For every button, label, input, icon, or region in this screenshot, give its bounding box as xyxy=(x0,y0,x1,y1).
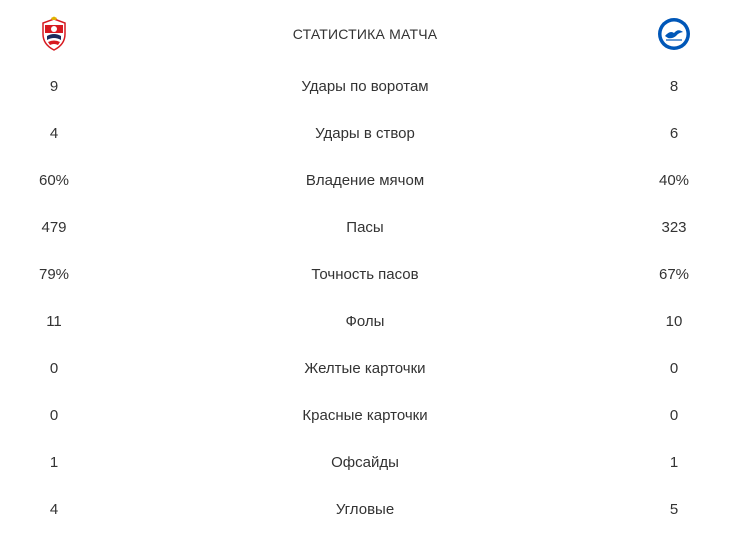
brighton-crest-icon xyxy=(656,16,692,52)
away-value: 10 xyxy=(665,313,683,330)
match-stats-header xyxy=(0,12,730,58)
stat-row-pass-accuracy xyxy=(0,251,730,298)
home-value: 0 xyxy=(49,360,59,377)
stat-label: Офсайды xyxy=(331,454,399,471)
home-value: 479 xyxy=(41,219,67,236)
stat-label: Красные карточки xyxy=(302,407,428,424)
home-value: 60% xyxy=(38,172,70,189)
stat-row-yellow-cards xyxy=(0,345,730,392)
away-value: 0 xyxy=(669,407,679,424)
stat-row-corners xyxy=(0,486,730,533)
away-value: 67% xyxy=(658,266,690,283)
stat-row-offsides xyxy=(0,439,730,486)
away-value: 5 xyxy=(669,501,679,518)
stat-label: Фолы xyxy=(345,313,385,330)
stat-label: Угловые xyxy=(335,501,395,518)
stat-label: Удары в створ xyxy=(315,125,415,142)
stat-row-fouls xyxy=(0,298,730,345)
stat-label: Владение мячом xyxy=(305,172,425,189)
stat-row-passes xyxy=(0,204,730,251)
away-value: 6 xyxy=(669,125,679,142)
away-value: 40% xyxy=(658,172,690,189)
southampton-crest-icon xyxy=(36,16,72,52)
stat-row-shots-on-target xyxy=(0,110,730,157)
home-value: 0 xyxy=(49,407,59,424)
away-value: 323 xyxy=(661,219,687,236)
stat-label: Пасы xyxy=(346,219,384,236)
home-value: 79% xyxy=(38,266,70,283)
stat-row-possession xyxy=(0,157,730,204)
stat-row-red-cards xyxy=(0,392,730,439)
stats-table xyxy=(0,63,730,533)
home-value: 1 xyxy=(49,454,59,471)
home-value: 9 xyxy=(49,78,59,95)
stat-label: Желтые карточки xyxy=(304,360,426,377)
page-title: СТАТИСТИКА МАТЧА xyxy=(292,26,438,42)
stat-label: Удары по воротам xyxy=(301,78,429,95)
away-value: 8 xyxy=(669,78,679,95)
away-value: 1 xyxy=(669,454,679,471)
home-value: 4 xyxy=(49,125,59,142)
stat-label: Точность пасов xyxy=(311,266,419,283)
home-value: 4 xyxy=(49,501,59,518)
away-value: 0 xyxy=(669,360,679,377)
home-value: 11 xyxy=(46,313,62,330)
stat-row-shots xyxy=(0,63,730,110)
